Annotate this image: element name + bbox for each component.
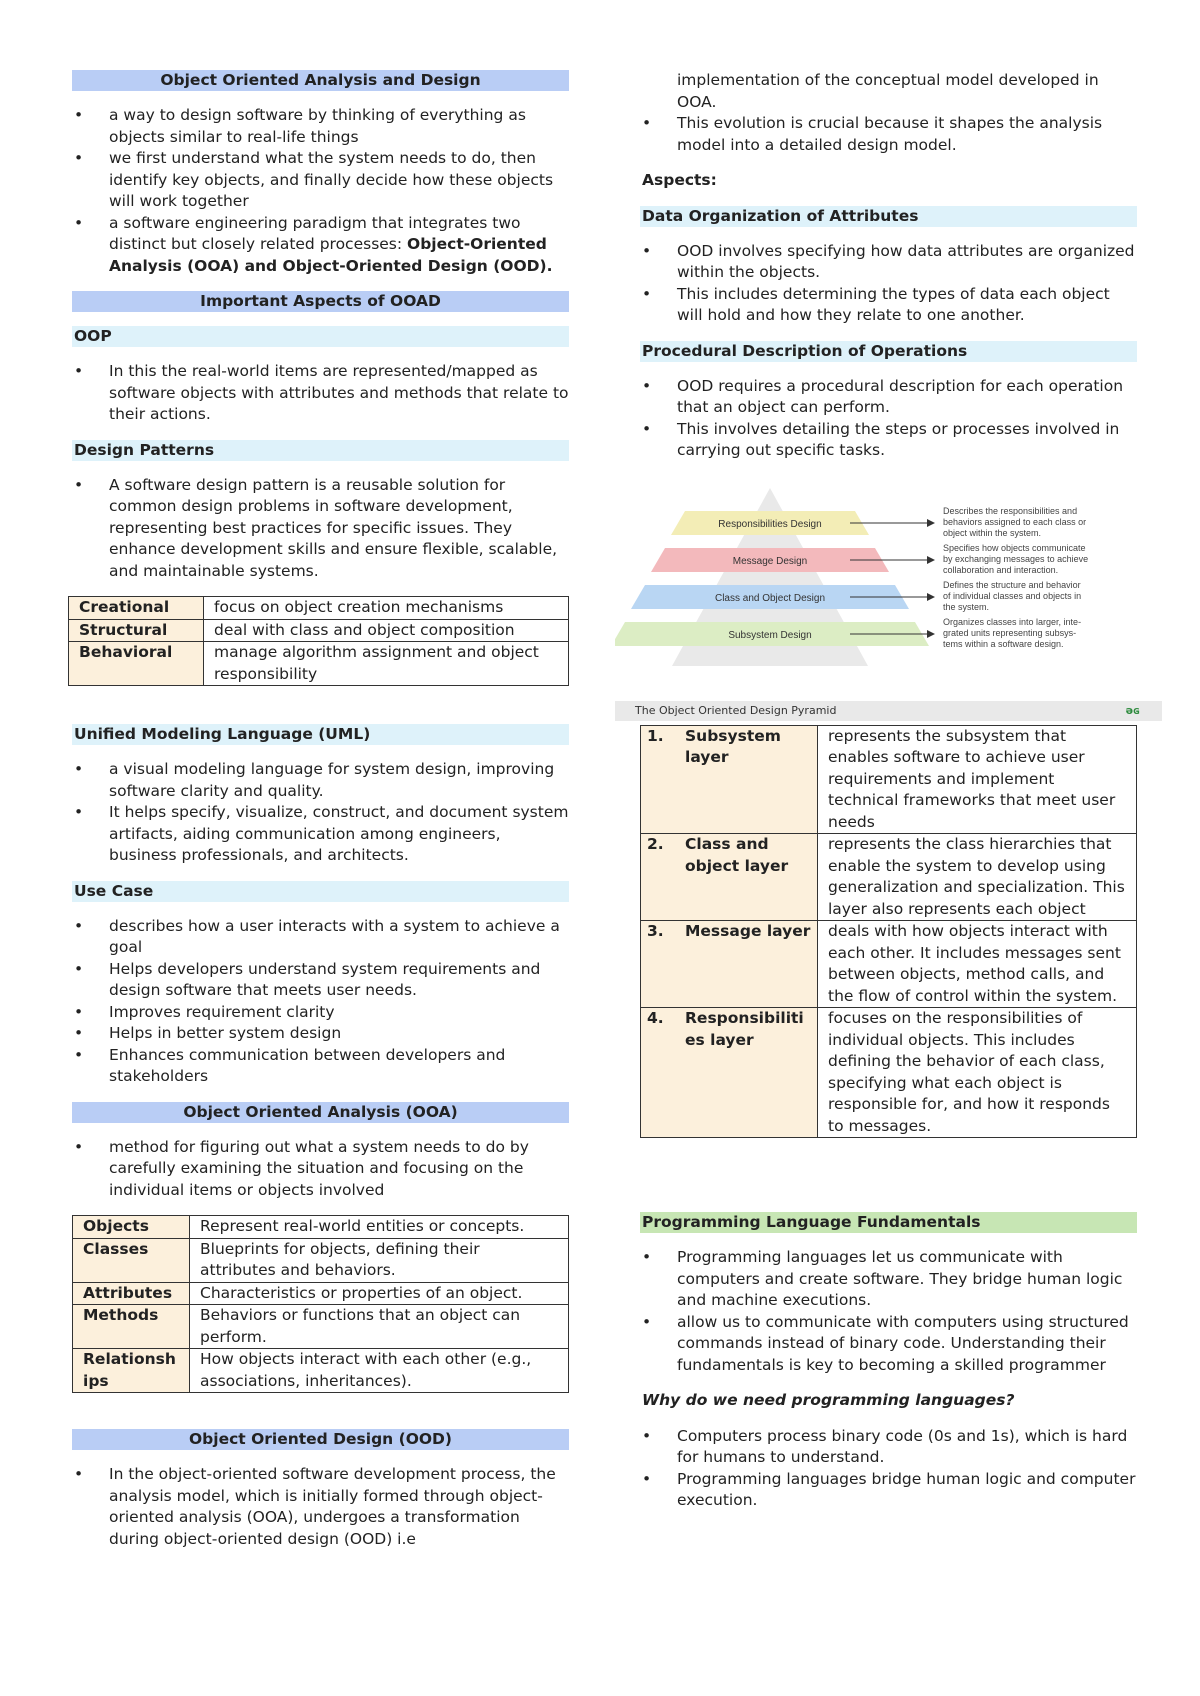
- oop-list: [72, 361, 569, 426]
- table-value: deal with class and object composition: [204, 619, 569, 642]
- why-languages-list: [640, 1426, 1137, 1512]
- list-item: • It helps specify, visualize, construct, and document system artifacts, aiding communication among engineers, business professionals, and architects.: [72, 802, 569, 867]
- list-item: • Helps in better system design: [72, 1023, 569, 1045]
- list-item: • This includes determining the types of data each object will hold and how they relate to one another.: [640, 284, 1137, 327]
- list-item: • In the object-oriented software development process, the analysis model, which is initially formed through object-oriented analysis (OOA), undergoes a transformation during object-oriented design (OOD) i.e: [72, 1464, 569, 1550]
- caption-text: The Object Oriented Design Pyramid: [635, 703, 837, 717]
- ood-list: [72, 1464, 569, 1550]
- table-row: [641, 725, 1137, 834]
- table-row: [73, 1238, 569, 1282]
- design-patterns-heading: Design Patterns: [72, 440, 569, 461]
- pyramid-description: tems within a software design.: [943, 638, 1064, 649]
- ood-pyramid-figure: [615, 476, 1162, 721]
- arrowhead-icon: [927, 556, 935, 564]
- brand-logo: əɢ: [1125, 703, 1140, 717]
- layer-name: Subsystem layer: [685, 726, 781, 766]
- layers-table: [640, 725, 1137, 1139]
- list-item: • method for figuring out what a system needs to do by carefully examining the situation and focusing on the individual items or objects involved: [72, 1137, 569, 1202]
- programming-fundamentals-heading: Programming Language Fundamentals: [640, 1212, 1137, 1233]
- ood-evolution-list: [640, 113, 1137, 156]
- arrowhead-icon: [927, 519, 935, 527]
- table-value: focus on object creation mechanisms: [204, 597, 569, 620]
- list-item: • allow us to communicate with computers using structured commands instead of binary code. Understanding their fundamentals is key to becoming a skilled programmer: [640, 1312, 1137, 1377]
- design-patterns-table: [68, 596, 569, 686]
- table-row: [641, 1008, 1137, 1138]
- table-value: Blueprints for objects, defining their attributes and behaviors.: [190, 1238, 569, 1282]
- layer-number: 2.: [647, 835, 664, 853]
- design-patterns-list: [72, 475, 569, 583]
- table-value: How objects interact with each other (e.g., associations, inheritances).: [190, 1349, 569, 1393]
- ooa-heading: Object Oriented Analysis (OOA): [72, 1102, 569, 1123]
- ooad-heading: Object Oriented Analysis and Design: [72, 70, 569, 91]
- table-value: manage algorithm assignment and object responsibility: [204, 642, 569, 686]
- table-row: [73, 1282, 569, 1305]
- layer-name-cell: [641, 834, 818, 921]
- list-item: • Programming languages let us communicate with computers and create software. They bridge human logic and machine executions.: [640, 1247, 1137, 1312]
- figure-caption: [615, 701, 1162, 721]
- left-column: [72, 70, 569, 1564]
- ooa-list: [72, 1137, 569, 1202]
- table-row: [641, 921, 1137, 1008]
- ooa-table: [72, 1215, 569, 1393]
- table-key: Behavioral: [69, 642, 204, 686]
- layer-description: represents the class hierarchies that enable the system to develop using generalization and specialization. This layer also represents each object: [818, 834, 1137, 921]
- data-organization-list: [640, 241, 1137, 327]
- oop-heading: OOP: [72, 326, 569, 347]
- list-item: [72, 213, 569, 278]
- layer-number: 1.: [647, 726, 664, 745]
- layer-name: Responsibilities layer: [685, 1009, 804, 1049]
- right-column: [635, 70, 1140, 1526]
- layer-number: 3.: [647, 922, 664, 940]
- table-key: Attributes: [73, 1282, 190, 1305]
- table-key: Structural: [69, 619, 204, 642]
- table-row: [641, 834, 1137, 921]
- uml-list: [72, 759, 569, 867]
- procedural-description-heading: Procedural Description of Operations: [640, 341, 1137, 362]
- layer-name-cell: [641, 1008, 818, 1138]
- list-item-bold: Object-Oriented Analysis (OOA) and Object-Oriented Design (OOD).: [109, 235, 553, 275]
- pyramid-level-label: Message Design: [732, 555, 808, 567]
- table-row: [73, 1305, 569, 1349]
- layer-name-cell: [641, 725, 818, 834]
- ood-continuation: implementation of the conceptual model developed in OOA.: [677, 71, 1099, 111]
- table-key: Relationships: [73, 1349, 190, 1393]
- pyramid-description: collaboration and interaction.: [943, 564, 1059, 575]
- layer-number: 4.: [647, 1009, 664, 1027]
- list-item: • a visual modeling language for system design, improving software clarity and quality.: [72, 759, 569, 802]
- pyramid-level-label: Subsystem Design: [728, 629, 812, 641]
- pyramid-diagram: [615, 476, 1162, 701]
- programming-fundamentals-list: [640, 1247, 1137, 1376]
- table-row: [69, 642, 569, 686]
- list-item: • Enhances communication between developers and stakeholders: [72, 1045, 569, 1088]
- pyramid-description: Defines the structure and behavior: [943, 579, 1081, 590]
- list-item: • Improves requirement clarity: [72, 1002, 569, 1024]
- list-item: • OOD requires a procedural description for each operation that an object can perform.: [640, 376, 1137, 419]
- aspects-label: Aspects:: [642, 171, 717, 189]
- list-item: • we first understand what the system needs to do, then identify key objects, and finally decide how these objects will work together: [72, 148, 569, 213]
- table-key: Classes: [73, 1238, 190, 1282]
- table-key: Methods: [73, 1305, 190, 1349]
- pyramid-description: Describes the responsibilities and: [943, 505, 1078, 516]
- list-item-text: a software engineering paradigm that integrates two distinct but closely related processes:: [109, 213, 521, 253]
- table-value: Characteristics or properties of an object.: [190, 1282, 569, 1305]
- layer-name: Message layer: [685, 922, 811, 940]
- list-item: • Programming languages bridge human logic and computer execution.: [640, 1469, 1137, 1512]
- list-item: • Helps developers understand system requirements and design software that meets user needs.: [72, 959, 569, 1002]
- pyramid-description: Organizes classes into larger, inte-: [943, 616, 1082, 627]
- table-key: Objects: [73, 1216, 190, 1239]
- arrowhead-icon: [927, 630, 935, 638]
- aspects-heading: Important Aspects of OOAD: [72, 291, 569, 312]
- table-row: [69, 597, 569, 620]
- table-row: [73, 1216, 569, 1239]
- why-languages-heading: Why do we need programming languages?: [642, 1391, 1015, 1409]
- use-case-list: [72, 916, 569, 1088]
- layer-description: deals with how objects interact with each other. It includes messages sent between objects, method calls, and the flow of control within the system.: [818, 921, 1137, 1008]
- ooad-list: [72, 105, 569, 277]
- pyramid-description: the system.: [943, 601, 990, 612]
- pyramid-description: by exchanging messages to achieve: [943, 553, 1089, 564]
- uml-heading: Unified Modeling Language (UML): [72, 724, 569, 745]
- data-organization-heading: Data Organization of Attributes: [640, 206, 1137, 227]
- table-value: Represent real-world entities or concepts.: [190, 1216, 569, 1239]
- pyramid-level-label: Class and Object Design: [714, 592, 826, 604]
- list-item: • This involves detailing the steps or processes involved in carrying out specific tasks.: [640, 419, 1137, 462]
- pyramid-description: object within the system.: [943, 527, 1042, 538]
- layer-name: Class and object layer: [685, 835, 789, 875]
- list-item: • A software design pattern is a reusable solution for common design problems in software development, representing best practices for specific issues. They enhance development skills and ensure flexible, scalable, and maintainable systems.: [72, 475, 569, 583]
- table-row: [73, 1349, 569, 1393]
- pyramid-description: behaviors assigned to each class or: [943, 516, 1087, 527]
- pyramid-level-label: Responsibilities Design: [718, 518, 822, 530]
- layer-description: focuses on the responsibilities of individual objects. This includes defining the behavior of each class, specifying what each object is responsible for, and how it responds to messages.: [818, 1008, 1137, 1138]
- use-case-heading: Use Case: [72, 881, 569, 902]
- list-item: • OOD involves specifying how data attributes are organized within the objects.: [640, 241, 1137, 284]
- table-key: Creational: [69, 597, 204, 620]
- list-item: • In this the real-world items are represented/mapped as software objects with attributes and methods that relate to their actions.: [72, 361, 569, 426]
- table-value: Behaviors or functions that an object can perform.: [190, 1305, 569, 1349]
- list-item: • This evolution is crucial because it shapes the analysis model into a detailed design model.: [640, 113, 1137, 156]
- layer-description: represents the subsystem that enables software to achieve user requirements and implement technical frameworks that meet user needs: [818, 725, 1137, 834]
- pyramid-description: grated units representing subsys-: [943, 627, 1077, 638]
- layer-name-cell: [641, 921, 818, 1008]
- ood-heading: Object Oriented Design (OOD): [72, 1429, 569, 1450]
- pyramid-description: of individual classes and objects in: [943, 590, 1082, 601]
- list-item: • a way to design software by thinking of everything as objects similar to real-life things: [72, 105, 569, 148]
- arrowhead-icon: [927, 593, 935, 601]
- list-item: • describes how a user interacts with a system to achieve a goal: [72, 916, 569, 959]
- procedural-description-list: [640, 376, 1137, 462]
- list-item: • Computers process binary code (0s and 1s), which is hard for humans to understand.: [640, 1426, 1137, 1469]
- table-row: [69, 619, 569, 642]
- pyramid-description: Specifies how objects communicate: [943, 542, 1086, 553]
